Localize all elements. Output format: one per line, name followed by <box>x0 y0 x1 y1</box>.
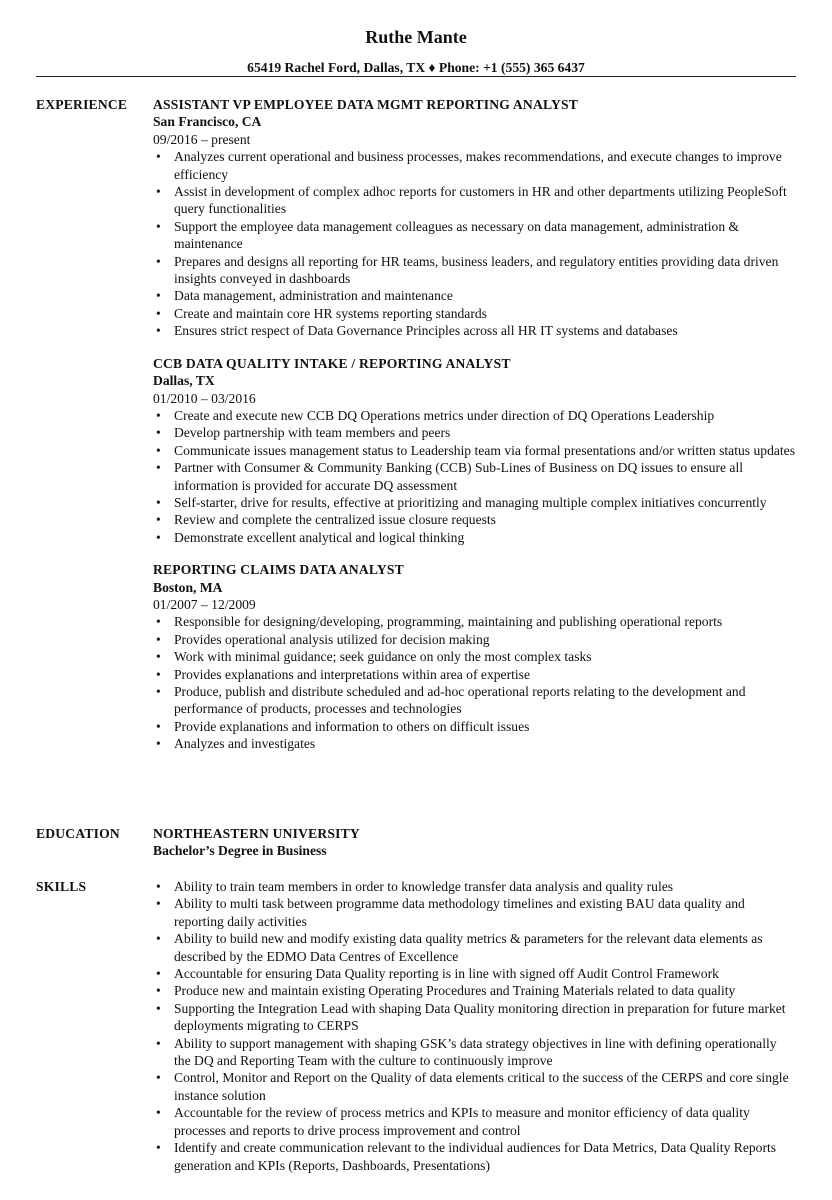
bullet-item: • Accountable for ensuring Data Quality reporting is in line with signed off Audit Control Framework <box>153 965 796 982</box>
job-title: CCB DATA QUALITY INTAKE / REPORTING ANALYST <box>153 355 511 371</box>
candidate-name: Ruthe Mante <box>365 27 467 47</box>
bullet-item: • Identify and create communication relevant to the individual audiences for Data Metrics, Data Quality Reports generation and KPIs (Reports, Dashboards, Presentations) <box>153 1139 796 1174</box>
bullet-item: • Analyzes and investigates <box>153 735 796 752</box>
bullet-item: • Communicate issues management status to Leadership team via formal presentations and/or written status updates <box>153 442 796 459</box>
bullet-item: • Support the employee data management colleagues as necessary on data management, administration & maintenance <box>153 218 796 253</box>
job-title: ASSISTANT VP EMPLOYEE DATA MGMT REPORTING ANALYST <box>153 97 579 112</box>
job-entry <box>153 355 796 546</box>
bullet-item: • Provide explanations and information to others on difficult issues <box>153 718 796 735</box>
bullet-item: • Self-starter, drive for results, effective at prioritizing and managing multiple complex initiatives concurrently <box>153 494 796 511</box>
job-entry <box>153 96 796 340</box>
bullet-item: • Ability to train team members in order to knowledge transfer data analysis and quality rules <box>153 878 796 895</box>
degree: Bachelor’s Degree in Business <box>153 843 327 859</box>
job-dates: 01/2010 – 03/2016 <box>153 390 256 406</box>
bullet-item: • Analyzes current operational and business processes, makes recommendations, and execute changes to improve efficiency <box>153 148 796 183</box>
bullet-item: • Ability to support management with shaping GSK’s data strategy objectives in line with defining operationally the DQ and Reporting Team with the culture to continuously improve <box>153 1035 796 1070</box>
skills-body <box>153 878 796 1174</box>
job-location: Boston, MA <box>153 579 223 595</box>
bullet-item: • Control, Monitor and Report on the Quality of data elements critical to the success of the CERPS and core single instance solution <box>153 1069 796 1104</box>
header-divider <box>36 76 796 77</box>
job-entry <box>153 561 796 752</box>
education-section <box>36 825 796 860</box>
bullet-item: • Partner with Consumer & Community Banking (CCB) Sub-Lines of Business on DQ issues to ensure all information is provided for accurate DQ assessment <box>153 459 796 494</box>
experience-body <box>153 96 796 753</box>
skills-section <box>36 878 796 1174</box>
section-title-experience: EXPERIENCE <box>36 97 128 112</box>
skills-bullets <box>153 878 796 1174</box>
bullet-item: • Develop partnership with team members and peers <box>153 424 796 441</box>
bullet-item: • Work with minimal guidance; seek guidance on only the most complex tasks <box>153 648 796 665</box>
experience-section <box>36 96 796 753</box>
job-bullets <box>153 613 796 752</box>
bullet-item: • Demonstrate excellent analytical and logical thinking <box>153 529 796 546</box>
bullet-item: • Supporting the Integration Lead with shaping Data Quality monitoring direction in preparation for future market deployments migrating to CERPS <box>153 1000 796 1035</box>
bullet-item: • Ability to build new and modify existing data quality metrics & parameters for the relevant data elements as described by the EDMO Data Centres of Excellence <box>153 930 796 965</box>
job-bullets <box>153 148 796 339</box>
job-location: Dallas, TX <box>153 373 215 389</box>
bullet-item: • Ability to multi task between programme data methodology timelines and existing BAU data quality and reporting daily activities <box>153 895 796 930</box>
bullet-item: • Assist in development of complex adhoc reports for customers in HR and other departments utilizing PeopleSoft query functionalities <box>153 183 796 218</box>
bullet-item: • Create and execute new CCB DQ Operations metrics under direction of DQ Operations Leadership <box>153 407 796 424</box>
resume-header <box>0 0 832 76</box>
bullet-item: • Review and complete the centralized issue closure requests <box>153 511 796 528</box>
bullet-item: • Provides operational analysis utilized for decision making <box>153 631 796 648</box>
contact-line: 65419 Rachel Ford, Dallas, TX ♦ Phone: +1 (555) 365 6437 <box>247 60 585 75</box>
education-body <box>153 825 796 860</box>
bullet-item: • Data management, administration and maintenance <box>153 287 796 304</box>
school-name: NORTHEASTERN UNIVERSITY <box>153 826 360 841</box>
bullet-item: • Accountable for the review of process metrics and KPIs to measure and monitor efficiency of data quality processes and reports to drive process improvement and control <box>153 1104 796 1139</box>
bullet-item: • Produce new and maintain existing Operating Procedures and Training Materials related to data quality <box>153 982 796 999</box>
job-dates: 09/2016 – present <box>153 131 251 147</box>
section-title-education: EDUCATION <box>36 826 120 841</box>
job-location: San Francisco, CA <box>153 114 262 130</box>
bullet-item: • Produce, publish and distribute scheduled and ad-hoc operational reports relating to the development and performance of products, processes and technologies <box>153 683 796 718</box>
bullet-item: • Responsible for designing/developing, programming, maintaining and publishing operational reports <box>153 613 796 630</box>
bullet-item: • Provides explanations and interpretations within area of expertise <box>153 666 796 683</box>
bullet-item: • Create and maintain core HR systems reporting standards <box>153 305 796 322</box>
job-title: REPORTING CLAIMS DATA ANALYST <box>153 562 404 578</box>
job-bullets <box>153 407 796 546</box>
bullet-item: • Ensures strict respect of Data Governance Principles across all HR IT systems and databases <box>153 322 796 339</box>
job-dates: 01/2007 – 12/2009 <box>153 596 256 612</box>
section-title-skills: SKILLS <box>36 879 87 894</box>
bullet-item: • Prepares and designs all reporting for HR teams, business leaders, and regulatory entities providing data driven insights conveyed in dashboards <box>153 253 796 288</box>
